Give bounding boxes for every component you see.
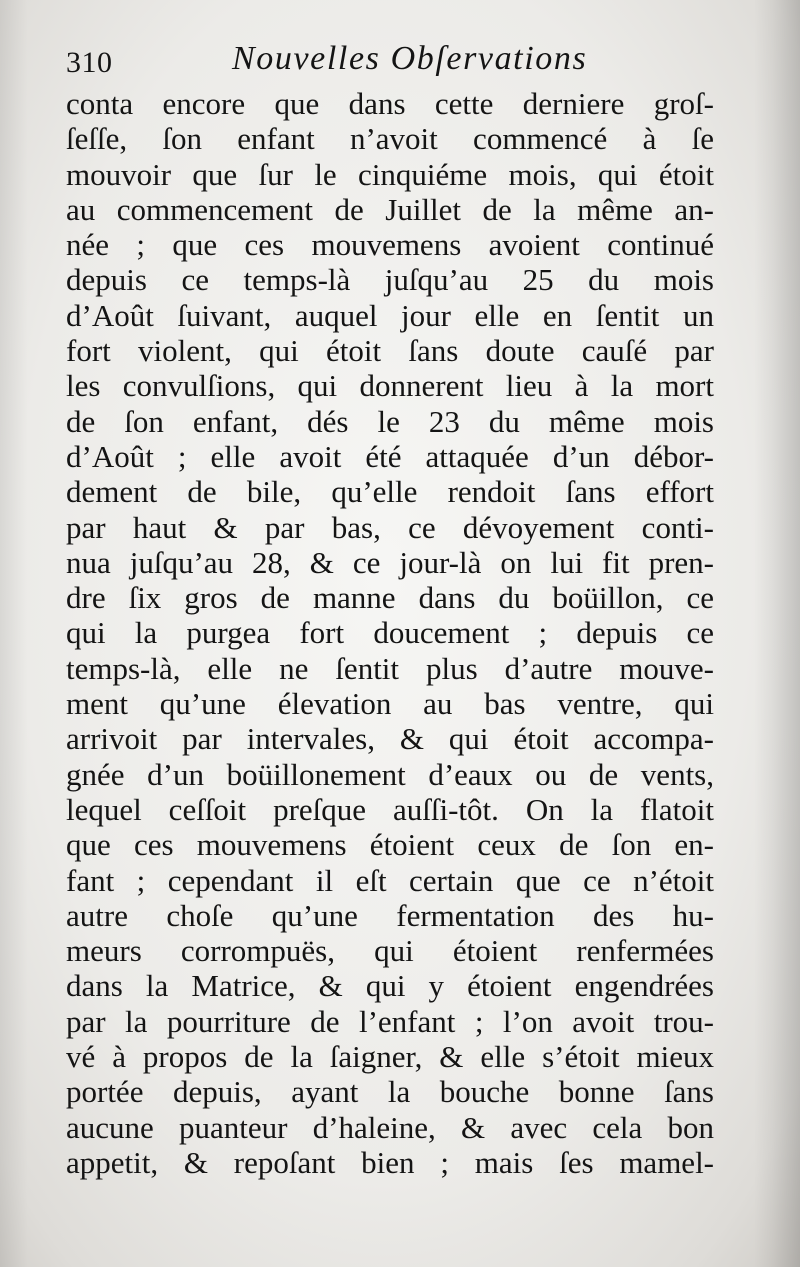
text-line: dre ſix gros de manne dans du boüillon, ce bbox=[66, 580, 714, 616]
text-line: ſeſſe, ſon enfant n’avoit commencé à ſe bbox=[66, 121, 714, 157]
text-line: portée depuis, ayant la bouche bonne ſans bbox=[66, 1074, 714, 1110]
text-line: mouvoir que ſur le cinquiéme mois, qui étoit bbox=[66, 156, 714, 192]
text-line: vé à propos de la ſaigner, & elle s’étoit mieux bbox=[66, 1039, 714, 1075]
text-line: fant ; cependant il eſt certain que ce n’étoit bbox=[66, 862, 714, 898]
text-line: depuis ce temps-là juſqu’au 25 du mois bbox=[66, 262, 714, 298]
page-number: 310 bbox=[66, 46, 113, 79]
text-line: de ſon enfant, dés le 23 du même mois bbox=[66, 403, 714, 439]
text-line: lequel ceſſoit preſque auſſi-tôt. On la flatoit bbox=[66, 791, 714, 827]
text-line: conta encore que dans cette derniere groſ- bbox=[66, 86, 714, 121]
text-line: d’Août ſuivant, auquel jour elle en ſentit un bbox=[66, 297, 714, 333]
text-line: les convulſions, qui donnerent lieu à la mort bbox=[66, 368, 714, 404]
page-header bbox=[66, 40, 716, 88]
text-line: dement de bile, qu’elle rendoit ſans effort bbox=[66, 474, 714, 510]
text-line: meurs corrompuës, qui étoient renfermées bbox=[66, 933, 714, 969]
text-line: gnée d’un boüillonement d’eaux ou de vents, bbox=[66, 756, 714, 792]
text-line: née ; que ces mouvemens avoient continué bbox=[66, 227, 714, 263]
text-line: aucune puanteur d’haleine, & avec cela bon bbox=[66, 1109, 714, 1145]
text-line: arrivoit par intervales, & qui étoit accompa- bbox=[66, 721, 714, 757]
text-line: appetit, & repoſant bien ; mais ſes mamel- bbox=[66, 1144, 714, 1180]
text-line: qui la purgea fort doucement ; depuis ce bbox=[66, 615, 714, 651]
text-line: que ces mouvemens étoient ceux de ſon en- bbox=[66, 827, 714, 863]
text-line: fort violent, qui étoit ſans doute cauſé par bbox=[66, 333, 714, 369]
text-line: dans la Matrice, & qui y étoient engendrées bbox=[66, 968, 714, 1004]
text-line: autre choſe qu’une fermentation des hu- bbox=[66, 897, 714, 933]
text-line: ment qu’une élevation au bas ventre, qui bbox=[66, 686, 714, 722]
text-line: nua juſqu’au 28, & ce jour-là on lui fit pren- bbox=[66, 544, 714, 580]
page-right-shadow bbox=[754, 0, 800, 1267]
text-line: par haut & par bas, ce dévoyement conti- bbox=[66, 509, 714, 545]
page-left-shadow bbox=[0, 0, 28, 1267]
text-line: au commencement de Juillet de la même an- bbox=[66, 191, 714, 227]
text-line: d’Août ; elle avoit été attaquée d’un débor- bbox=[66, 438, 714, 474]
text-line: par la pourriture de l’enfant ; l’on avoit trou- bbox=[66, 1003, 714, 1039]
body-text bbox=[66, 86, 714, 1180]
text-line: temps-là, elle ne ſentit plus d’autre mouve- bbox=[66, 650, 714, 686]
running-title: Nouvelles Obſervations bbox=[232, 40, 588, 77]
